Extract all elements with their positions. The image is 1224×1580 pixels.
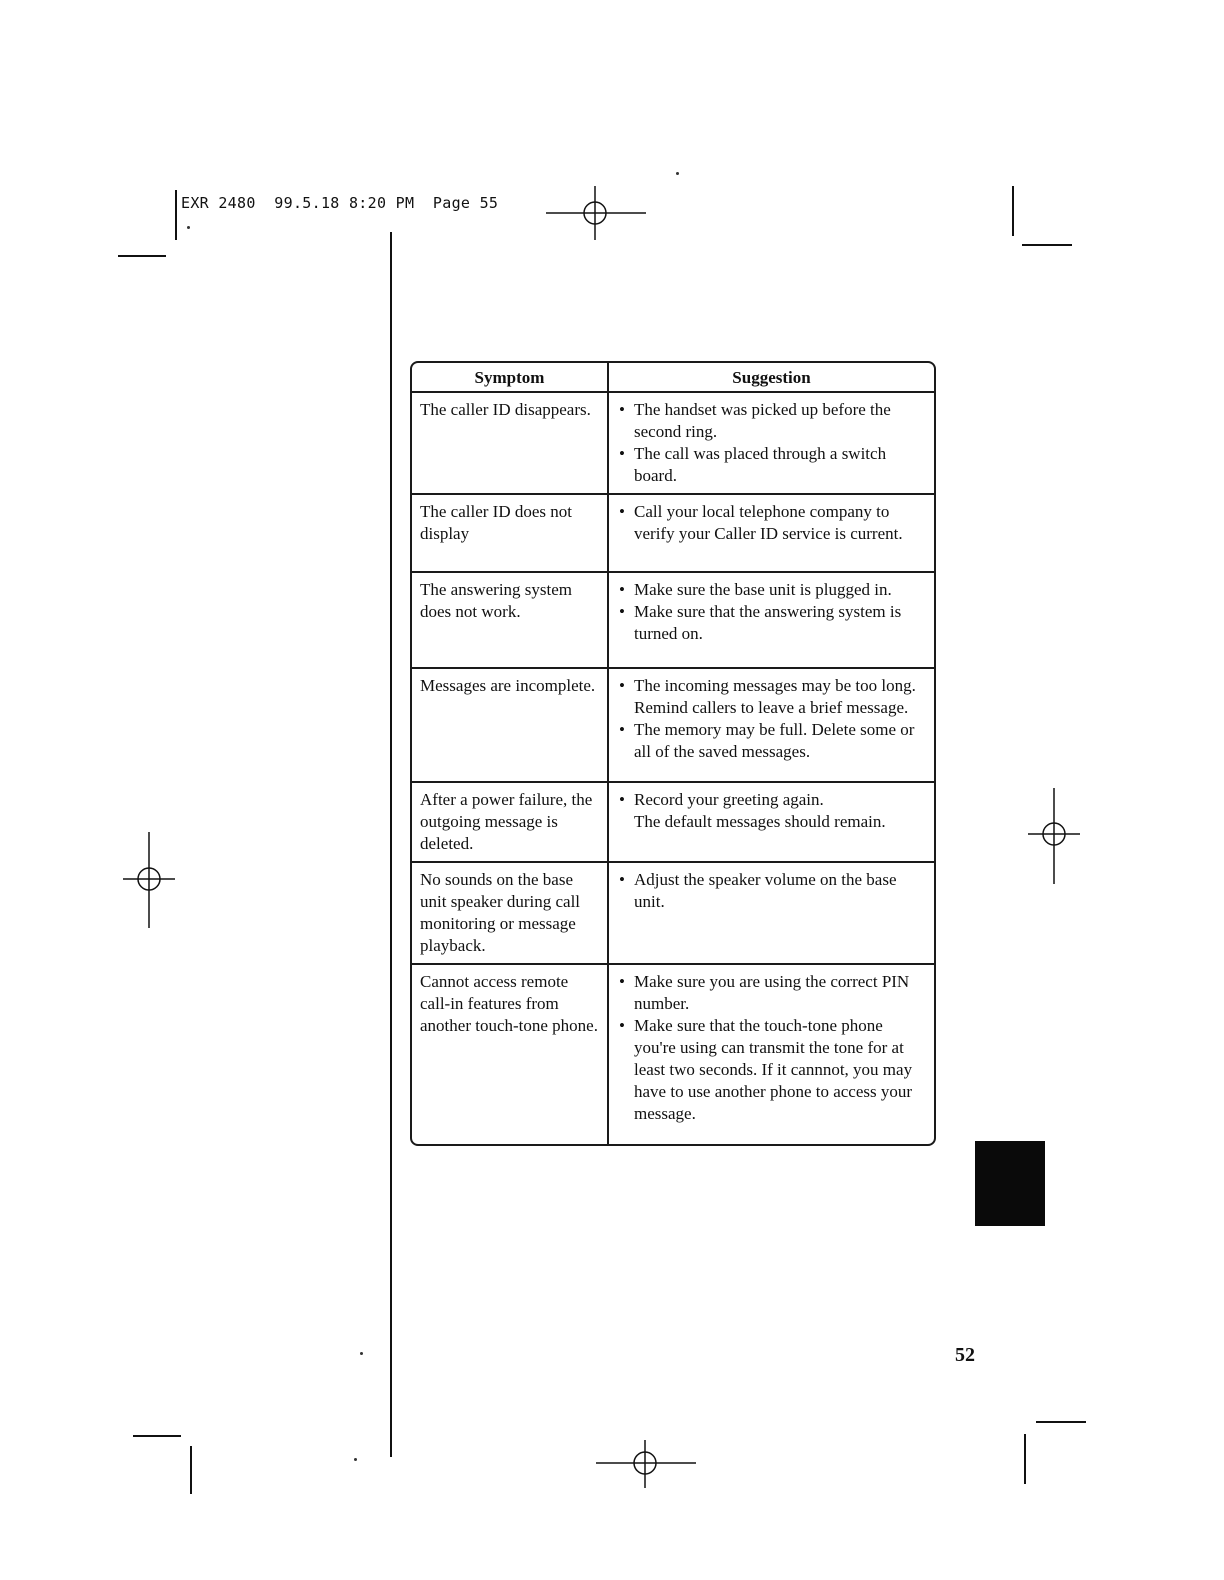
suggestion-item: • The incoming messages may be too long. Remind callers to leave a brief message. — [617, 675, 928, 719]
crop-mark — [1024, 1434, 1026, 1484]
suggestion-item: • The call was placed through a switch board. — [617, 443, 928, 487]
troubleshooting-table — [410, 361, 936, 1146]
crop-mark — [133, 1435, 181, 1437]
symptom-cell: After a power failure, the outgoing message is deleted. — [412, 782, 608, 862]
crop-mark — [1022, 244, 1072, 246]
registration-mark-icon — [123, 832, 175, 928]
speck — [676, 172, 679, 175]
suggestion-item: • Call your local telephone company to verify your Caller ID service is current. — [617, 501, 928, 545]
suggestion-item: • Record your greeting again. — [617, 789, 928, 811]
symptom-column-header: Symptom — [412, 363, 608, 392]
table-row — [412, 494, 934, 572]
section-thumb-tab — [975, 1141, 1045, 1226]
suggestion-item: • The memory may be full. Delete some or all of the saved messages. — [617, 719, 928, 763]
printer-slug: EXR 2480 99.5.18 8:20 PM Page 55 — [181, 194, 499, 212]
table-row — [412, 782, 934, 862]
suggestion-cell — [608, 862, 934, 964]
suggestion-cell — [608, 964, 934, 1144]
suggestion-cell — [608, 572, 934, 668]
symptom-cell: No sounds on the base unit speaker during call monitoring or message playback. — [412, 862, 608, 964]
fold-line — [390, 232, 392, 1457]
table-row — [412, 572, 934, 668]
table-row — [412, 964, 934, 1144]
crop-mark — [1036, 1421, 1086, 1423]
table-row — [412, 668, 934, 782]
suggestion-cell — [608, 494, 934, 572]
suggestion-item: • Make sure that the touch-tone phone you're using can transmit the tone for at least two seconds. If it cannnot, you may have to use another phone to access your message. — [617, 1015, 928, 1125]
table-row — [412, 392, 934, 494]
table-header-row — [412, 363, 934, 392]
suggestion-item: • Adjust the speaker volume on the base unit. — [617, 869, 928, 913]
suggestion-column-header: Suggestion — [608, 363, 934, 392]
suggestion-cell — [608, 782, 934, 862]
symptom-cell: Cannot access remote call-in features from another touch-tone phone. — [412, 964, 608, 1144]
speck — [354, 1458, 357, 1461]
symptom-cell: The caller ID disappears. — [412, 392, 608, 494]
speck — [360, 1352, 363, 1355]
registration-mark-icon — [1028, 788, 1080, 884]
suggestion-cell — [608, 392, 934, 494]
registration-mark-icon — [596, 1440, 696, 1490]
suggestion-item: • Make sure the base unit is plugged in. — [617, 579, 928, 601]
symptom-cell: The caller ID does not display — [412, 494, 608, 572]
suggestion-note: The default messages should remain. — [634, 812, 886, 831]
crop-mark — [1012, 186, 1014, 236]
suggestion-cell — [608, 668, 934, 782]
suggestion-item: • The handset was picked up before the second ring. — [617, 399, 928, 443]
crop-mark — [190, 1446, 192, 1494]
page-number: 52 — [955, 1344, 975, 1366]
registration-mark-icon — [546, 186, 646, 242]
table-row — [412, 862, 934, 964]
crop-mark — [118, 255, 166, 257]
suggestion-item: • Make sure you are using the correct PIN number. — [617, 971, 928, 1015]
crop-mark — [175, 190, 177, 240]
symptom-cell: Messages are incomplete. — [412, 668, 608, 782]
suggestion-item: • Make sure that the answering system is turned on. — [617, 601, 928, 645]
symptom-cell: The answering system does not work. — [412, 572, 608, 668]
speck — [187, 226, 190, 229]
